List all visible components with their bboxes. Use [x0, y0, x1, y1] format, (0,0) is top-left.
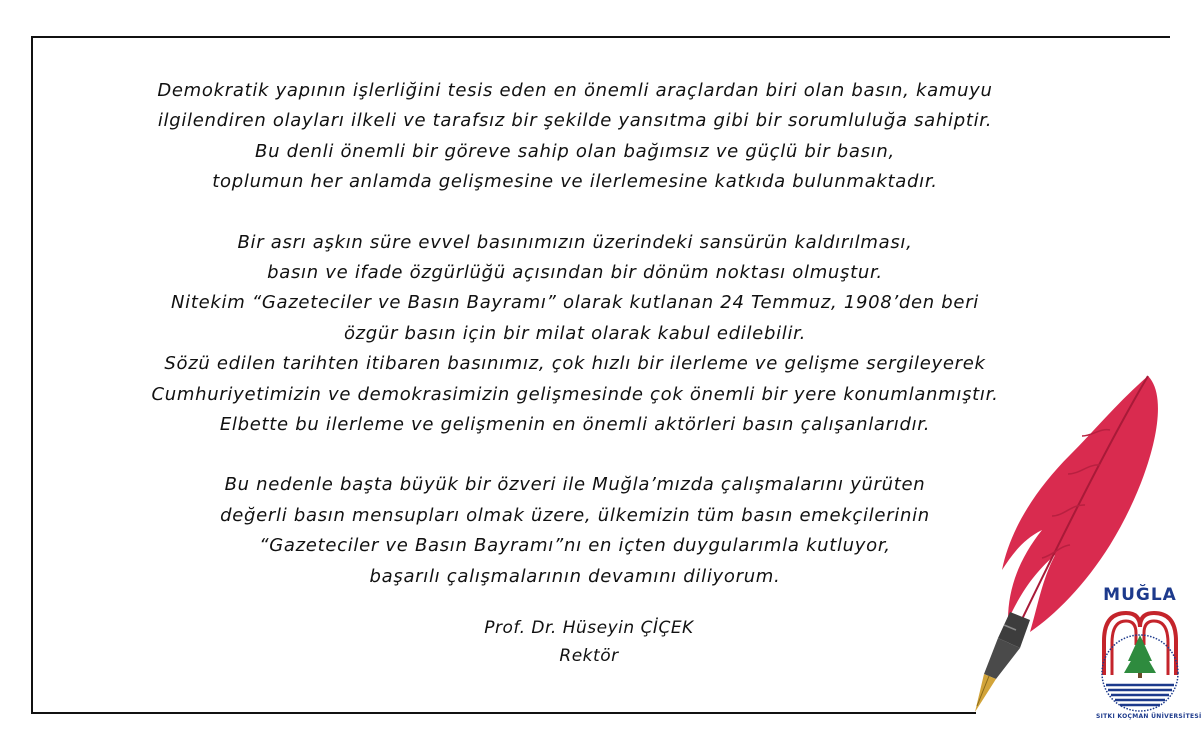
letter-body	[60, 76, 1090, 670]
paragraph-line: değerli basın mensupları olmak üzere, ülkemizin tüm basın emekçilerinin	[220, 504, 930, 526]
frame-left-border	[31, 36, 33, 714]
signature-name: Prof. Dr. Hüseyin ÇİÇEK	[484, 618, 694, 639]
paragraph-line: başarılı çalışmalarının devamını diliyorum.	[369, 565, 781, 587]
paragraph-line: Sözü edilen tarihten itibaren basınımız, çok hızlı bir ilerleme ve gelişme sergileyerek	[164, 353, 986, 375]
paragraph-line: özgür basın için bir milat olarak kabul edilebilir.	[343, 322, 807, 344]
paragraph-3	[60, 470, 1090, 592]
paragraph-spacer	[60, 440, 1090, 470]
frame-top-border	[31, 36, 1170, 38]
paragraph-line: Bir asrı aşkın süre evvel basınımızın üzerindeki sansürün kaldırılması,	[237, 231, 913, 253]
paragraph-line: Elbette bu ilerleme ve gelişmenin en önemli aktörleri basın çalışanlarıdır.	[219, 414, 931, 436]
paragraph-line: Bu denli önemli bir göreve sahip olan bağımsız ve güçlü bir basın,	[255, 140, 895, 162]
frame-bottom-border	[31, 712, 976, 714]
signature-block	[60, 614, 1090, 670]
paragraph-line: Demokratik yapının işlerliğini tesis eden en önemli araçlardan biri olan basın, kamuyu	[157, 80, 993, 101]
paragraph-line: Bu nedenle başta büyük bir özveri ile Muğla’mızda çalışmalarını yürüten	[224, 474, 926, 496]
paragraph-1	[60, 76, 1090, 198]
paragraph-spacer	[60, 198, 1090, 228]
university-logo	[1090, 585, 1202, 725]
paragraph-line: Cumhuriyetimizin ve demokrasimizin gelişmesinde çok önemli bir yere konumlanmıştır.	[151, 383, 999, 405]
paragraph-line: toplumun her anlamda gelişmesine ve ilerlemesine katkıda bulunmaktadır.	[212, 171, 938, 193]
paragraph-line: Nitekim “Gazeteciler ve Basın Bayramı” olarak kutlanan 24 Temmuz, 1908’den beri	[170, 292, 980, 314]
paragraph-line: “Gazeteciler ve Basın Bayramı”nı en içten duygularımla kutluyor,	[259, 535, 891, 557]
university-emblem-icon	[1090, 605, 1202, 725]
paragraph-line: basın ve ifade özgürlüğü açısından bir dönüm noktası olmuştur.	[267, 262, 883, 284]
signature-title: Rektör	[559, 646, 619, 667]
logo-ring-text: SITKI KOÇMAN ÜNİVERSİTESİ	[1096, 713, 1202, 720]
paragraph-line: ilgilendiren olayları ilkeli ve tarafsız bir şekilde yansıtma gibi bir sorumluluğa sahiptir.	[157, 110, 993, 132]
paragraph-2	[60, 228, 1090, 441]
logo-wordmark: MUĞLA	[1103, 585, 1177, 605]
